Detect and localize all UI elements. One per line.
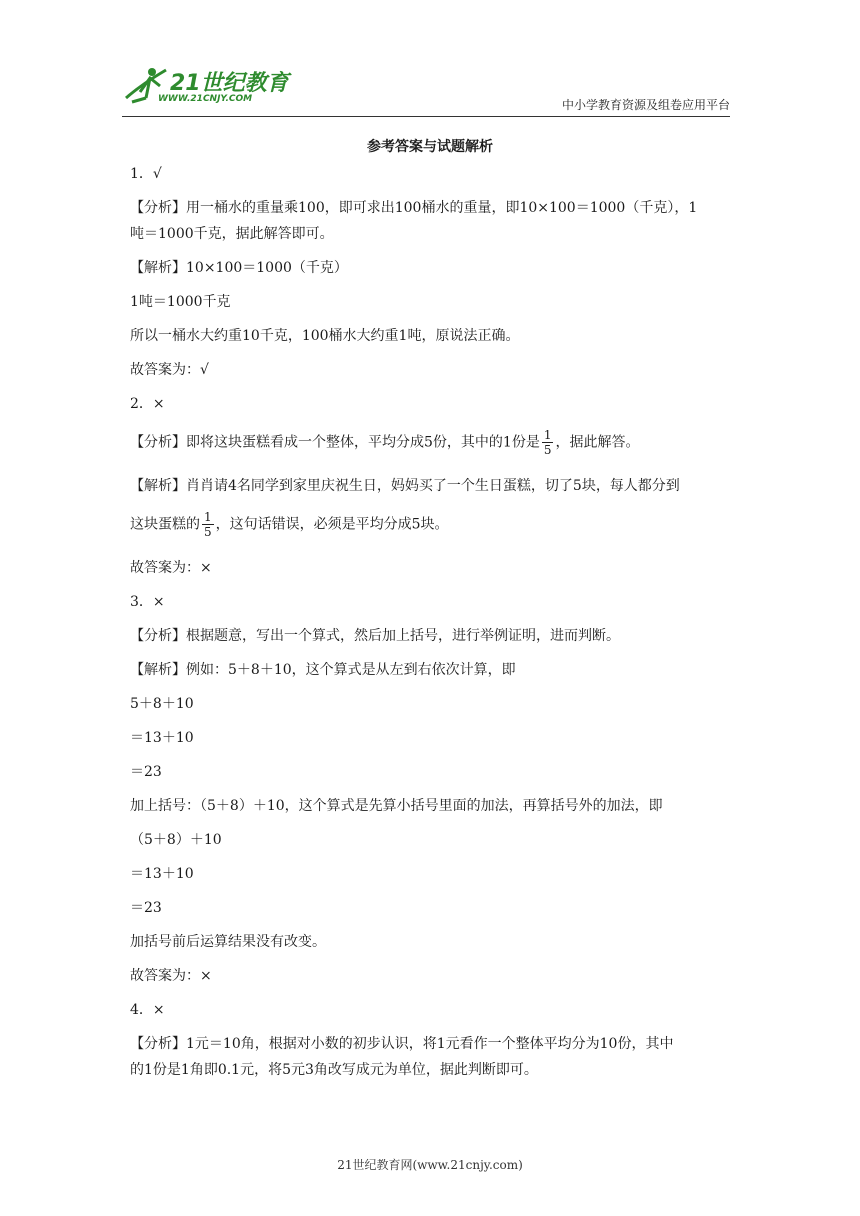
q3-answer: 故答案为：× [130,968,212,984]
fraction-numerator: 1 [543,428,552,442]
page-title: 参考答案与试题解析 [367,139,493,155]
logo [122,64,292,114]
q4-analysis-line2: 的1份是1角即0.1元，将5元3角改写成元为单位，据此判断即可。 [130,1062,538,1078]
q1-solution: 【解析】10×100＝1000（千克） [130,260,348,276]
answer-content [130,164,735,1094]
q1-answer: 故答案为：√ [130,362,209,378]
q2-number: 2．× [130,396,165,412]
logo-url: WWW.21CNJY.COM [158,94,253,104]
q3-solution: 【解析】例如：5＋8＋10，这个算式是从左到右依次计算，即 [130,662,516,678]
q1-analysis-line2: 吨＝1000千克，据此解答即可。 [130,226,334,242]
q1-line3: 所以一桶水大约重10千克，100桶水大约重1吨，原说法正确。 [130,328,520,344]
q2-solution-line2 [130,510,735,558]
logo-text: 21世纪教育 [170,71,289,96]
q1-number: 1．√ [130,166,162,182]
header-rule [122,116,730,117]
q3-calc-1: 5＋8＋10 [130,696,194,712]
page-footer[interactable]: 21世纪教育网(www.21cnjy.com) [337,1158,523,1172]
q4-number: 4．× [130,1002,165,1018]
q4-analysis-line1: 【分析】1元＝10角，根据对小数的初步认识，将1元看作一个整体平均分为10份，其中 [130,1036,674,1052]
page-header [0,0,860,120]
fraction-denominator: 5 [543,443,552,457]
q2-analysis-post: ，据此解答。 [555,434,640,451]
q3-calc-5: ＝13＋10 [130,866,194,882]
q2-solution-pre: 这块蛋糕的 [130,516,200,533]
q3-calc-3: ＝23 [130,764,162,780]
q3-calc-6: ＝23 [130,900,162,916]
platform-name: 中小学教育资源及组卷应用平台 [561,98,730,112]
q2-solution-line1: 【解析】肖肖请4名同学到家里庆祝生日，妈妈买了一个生日蛋糕，切了5块，每人都分到 [130,478,680,494]
q2-solution-post: ，这句话错误，必须是平均分成5块。 [215,516,449,533]
fraction-one-fifth [542,428,554,457]
q3-line5: 加括号前后运算结果没有改变。 [130,934,326,950]
q1-line2: 1吨＝1000千克 [130,294,231,310]
q3-analysis: 【分析】根据题意，写出一个算式，然后加上括号，进行举例证明，进而判断。 [130,628,620,644]
q2-analysis-pre: 【分析】即将这块蛋糕看成一个整体，平均分成5份，其中的1份是 [130,434,540,451]
q3-calc-2: ＝13＋10 [130,730,194,746]
q3-calc-4: （5＋8）＋10 [130,832,222,848]
fraction-numerator: 1 [204,510,212,524]
q3-line4: 加上括号：（5＋8）＋10，这个算式是先算小括号里面的加法，再算括号外的加法，即 [130,798,663,814]
q3-number: 3．× [130,594,165,610]
fraction-one-fifth [202,510,214,539]
fraction-denominator: 5 [204,525,212,539]
q2-analysis [130,428,735,476]
q1-analysis-line1: 【分析】用一桶水的重量乘100，即可求出100桶水的重量，即10×100＝1000（千克），1 [130,200,698,216]
q2-answer: 故答案为：× [130,560,212,576]
